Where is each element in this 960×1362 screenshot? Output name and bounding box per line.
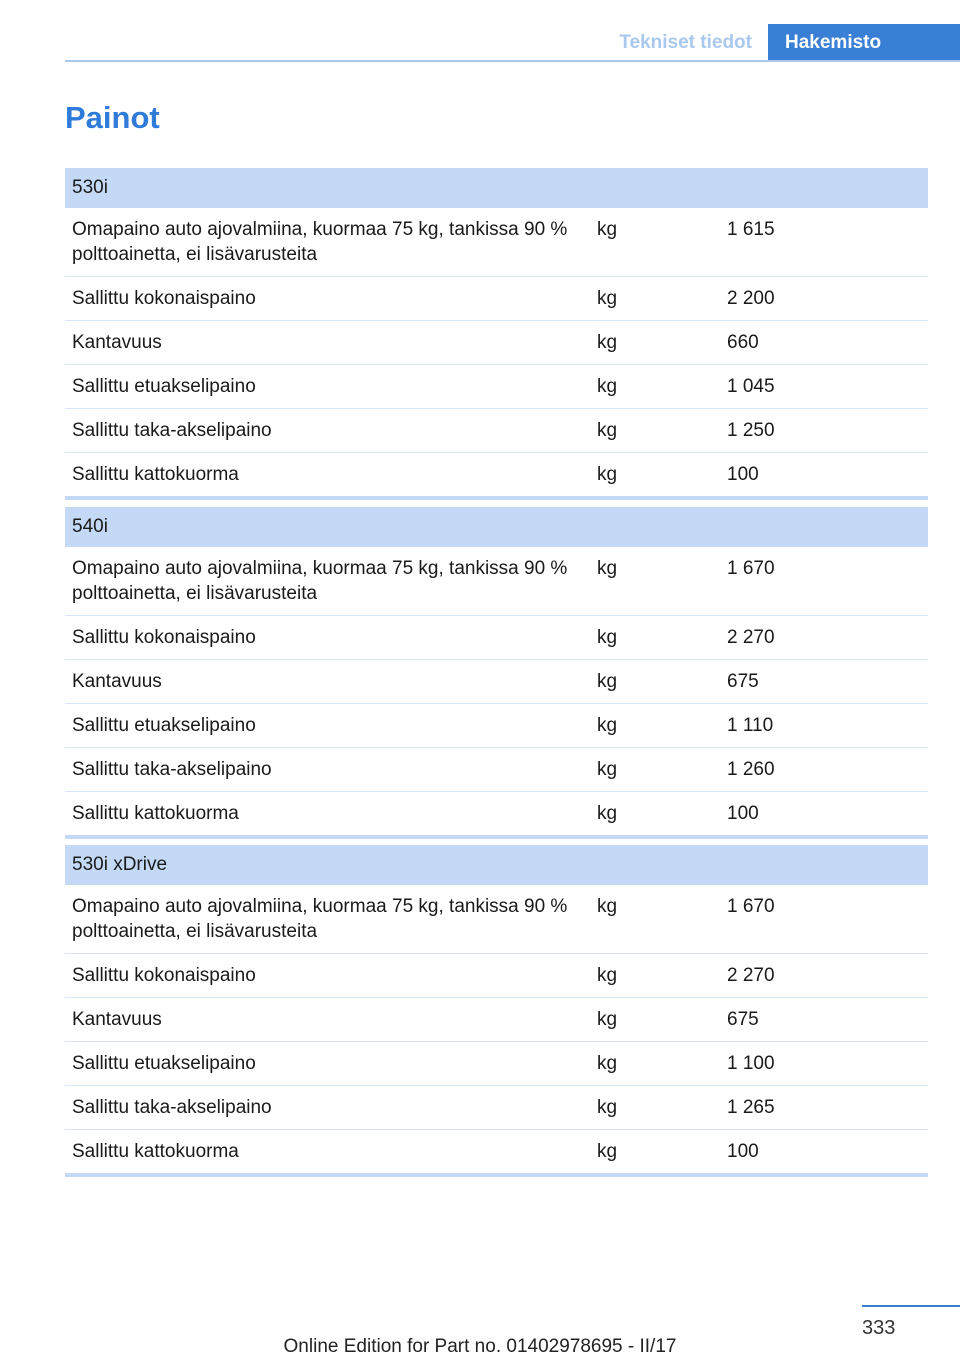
header-tabs bbox=[603, 24, 960, 61]
row-unit: kg bbox=[590, 748, 720, 792]
table-row bbox=[65, 998, 928, 1042]
table-row bbox=[65, 547, 928, 616]
row-unit: kg bbox=[590, 792, 720, 838]
row-value: 1 670 bbox=[720, 547, 928, 616]
table-row bbox=[65, 704, 928, 748]
table-row bbox=[65, 277, 928, 321]
row-value: 1 100 bbox=[720, 1042, 928, 1086]
row-label: Sallittu kokonaispaino bbox=[65, 616, 590, 660]
row-unit: kg bbox=[590, 277, 720, 321]
edition-footer: Online Edition for Part no. 01402978695 - II/17 bbox=[283, 1336, 677, 1357]
table-row bbox=[65, 885, 928, 954]
row-value: 1 265 bbox=[720, 1086, 928, 1130]
row-unit: kg bbox=[590, 1130, 720, 1176]
header-divider bbox=[65, 60, 960, 62]
row-value: 1 110 bbox=[720, 704, 928, 748]
row-value: 100 bbox=[720, 453, 928, 499]
row-value: 1 615 bbox=[720, 208, 928, 277]
row-label: Sallittu kattokuorma bbox=[65, 1130, 590, 1176]
row-label: Omapaino auto ajovalmiina, kuormaa 75 kg, tankissa 90 % polttoainetta, ei lisävarusteita bbox=[65, 208, 590, 277]
table-row bbox=[65, 1042, 928, 1086]
row-unit: kg bbox=[590, 321, 720, 365]
row-unit: kg bbox=[590, 547, 720, 616]
row-unit: kg bbox=[590, 704, 720, 748]
row-label: Kantavuus bbox=[65, 998, 590, 1042]
row-label: Sallittu kokonaispaino bbox=[65, 277, 590, 321]
tab-tekniset-tiedot[interactable]: Tekniset tiedot bbox=[619, 32, 752, 53]
row-label: Sallittu taka-akselipaino bbox=[65, 409, 590, 453]
row-label: Sallittu kokonaispaino bbox=[65, 954, 590, 998]
row-value: 675 bbox=[720, 660, 928, 704]
page-number: 333 bbox=[862, 1317, 896, 1339]
model-header: 530i xDrive bbox=[65, 845, 928, 885]
row-label: Kantavuus bbox=[65, 321, 590, 365]
weights-table-530i-xdrive bbox=[65, 845, 928, 1177]
table-row bbox=[65, 660, 928, 704]
tab-hakemisto[interactable]: Hakemisto bbox=[768, 24, 960, 61]
row-unit: kg bbox=[590, 954, 720, 998]
row-value: 660 bbox=[720, 321, 928, 365]
page-title: Painot bbox=[65, 100, 160, 135]
row-label: Sallittu etuakselipaino bbox=[65, 365, 590, 409]
row-value: 1 670 bbox=[720, 885, 928, 954]
row-unit: kg bbox=[590, 409, 720, 453]
weights-table-540i bbox=[65, 507, 928, 839]
table-row bbox=[65, 365, 928, 409]
row-unit: kg bbox=[590, 1086, 720, 1130]
row-label: Omapaino auto ajovalmiina, kuormaa 75 kg, tankissa 90 % polttoainetta, ei lisävarusteita bbox=[65, 885, 590, 954]
table-row bbox=[65, 616, 928, 660]
row-unit: kg bbox=[590, 885, 720, 954]
table-row bbox=[65, 748, 928, 792]
row-value: 2 270 bbox=[720, 954, 928, 998]
table-row bbox=[65, 409, 928, 453]
row-value: 675 bbox=[720, 998, 928, 1042]
row-label: Sallittu etuakselipaino bbox=[65, 1042, 590, 1086]
table-row bbox=[65, 1086, 928, 1130]
row-unit: kg bbox=[590, 208, 720, 277]
row-value: 2 270 bbox=[720, 616, 928, 660]
row-label: Sallittu kattokuorma bbox=[65, 453, 590, 499]
row-unit: kg bbox=[590, 1042, 720, 1086]
table-row bbox=[65, 321, 928, 365]
row-unit: kg bbox=[590, 998, 720, 1042]
footer-divider bbox=[862, 1305, 960, 1307]
row-label: Sallittu kattokuorma bbox=[65, 792, 590, 838]
row-unit: kg bbox=[590, 616, 720, 660]
table-row bbox=[65, 208, 928, 277]
row-value: 2 200 bbox=[720, 277, 928, 321]
row-label: Sallittu etuakselipaino bbox=[65, 704, 590, 748]
row-value: 1 260 bbox=[720, 748, 928, 792]
row-label: Sallittu taka-akselipaino bbox=[65, 748, 590, 792]
weights-table-530i bbox=[65, 168, 928, 500]
row-label: Sallittu taka-akselipaino bbox=[65, 1086, 590, 1130]
row-value: 1 250 bbox=[720, 409, 928, 453]
row-unit: kg bbox=[590, 365, 720, 409]
row-unit: kg bbox=[590, 453, 720, 499]
row-unit: kg bbox=[590, 660, 720, 704]
table-row bbox=[65, 1130, 928, 1176]
model-header: 540i bbox=[65, 507, 928, 547]
row-value: 1 045 bbox=[720, 365, 928, 409]
table-row bbox=[65, 954, 928, 998]
row-label: Omapaino auto ajovalmiina, kuormaa 75 kg, tankissa 90 % polttoainetta, ei lisävarusteita bbox=[65, 547, 590, 616]
row-value: 100 bbox=[720, 792, 928, 838]
table-row bbox=[65, 792, 928, 838]
row-value: 100 bbox=[720, 1130, 928, 1176]
model-header: 530i bbox=[65, 168, 928, 208]
row-label: Kantavuus bbox=[65, 660, 590, 704]
table-row bbox=[65, 453, 928, 499]
